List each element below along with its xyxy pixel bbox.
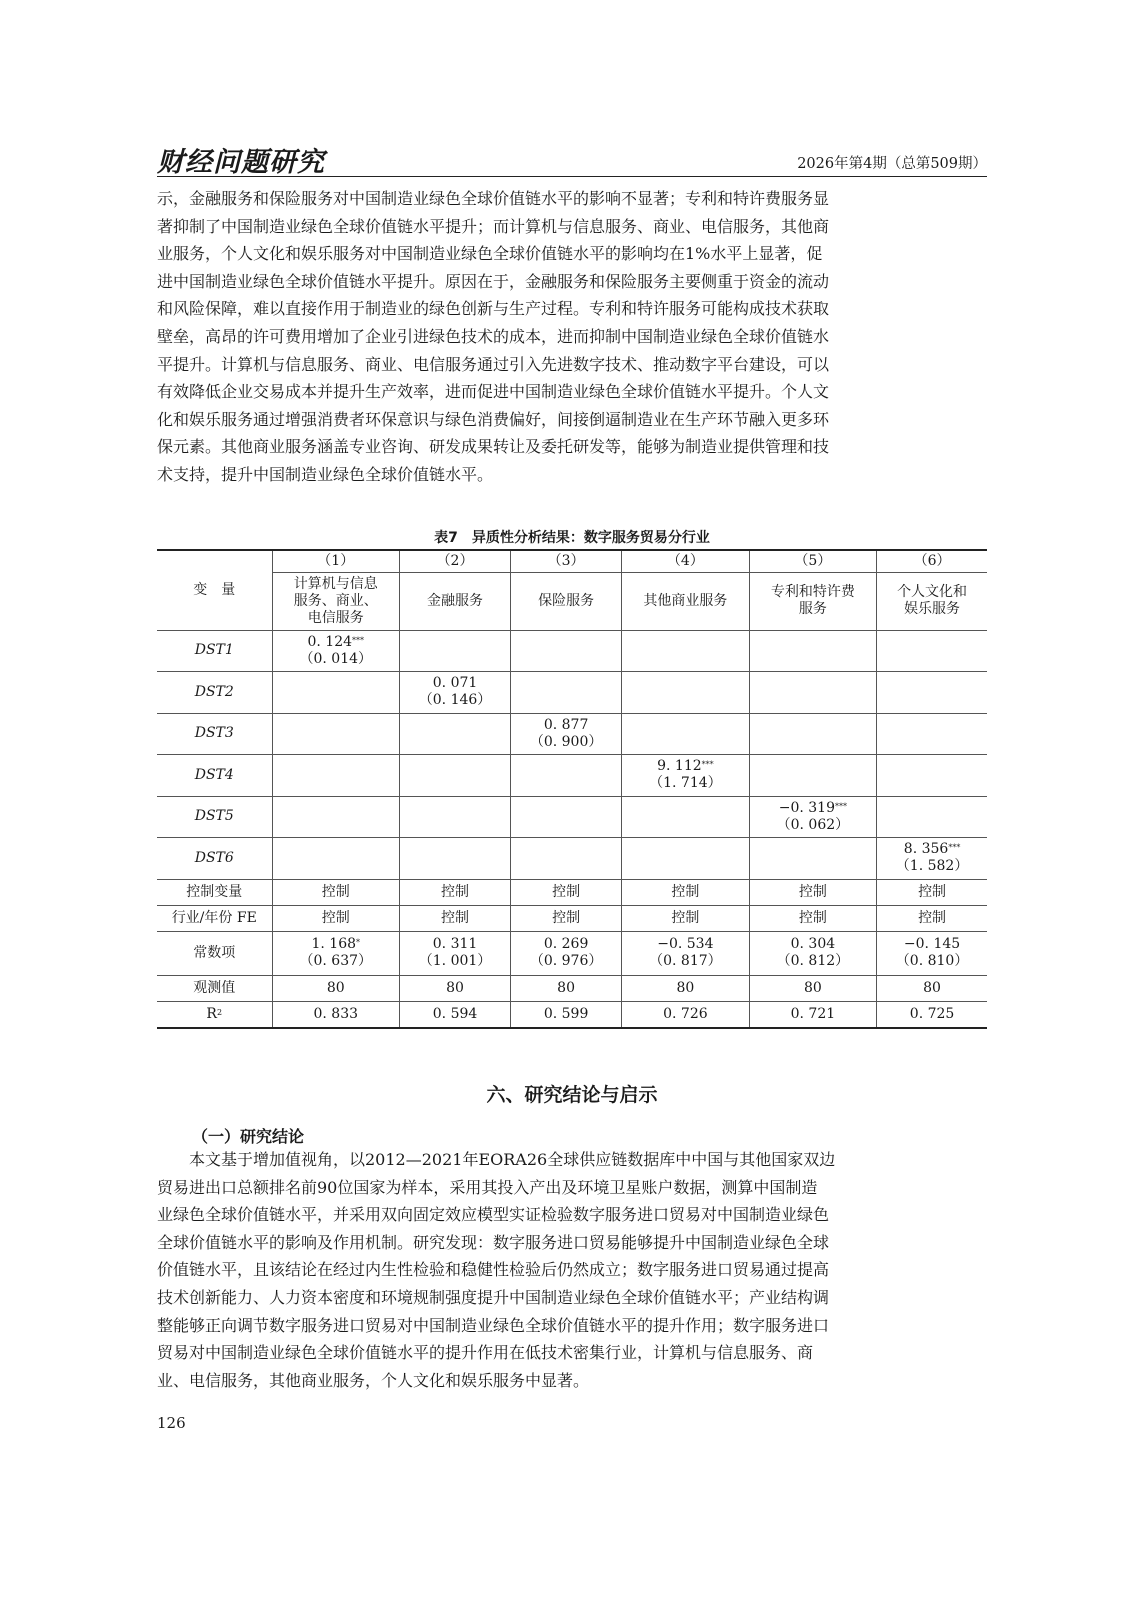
column-name bbox=[749, 572, 877, 630]
table-cell bbox=[622, 931, 750, 975]
text-line: 著抑制了中国制造业绿色全球价值链水平提升；而计算机与信息服务、商业、电信服务，其他商 bbox=[157, 216, 830, 236]
row-label: 观测值 bbox=[157, 975, 272, 1001]
table-cell bbox=[622, 672, 750, 714]
table-cell bbox=[400, 796, 511, 838]
row-variable: DST5 bbox=[157, 796, 272, 838]
coefficient bbox=[513, 936, 619, 953]
r-label-superscript: 2 bbox=[216, 1007, 223, 1017]
row-variable: DST1 bbox=[157, 630, 272, 672]
coefficient-value: 0. 311 bbox=[432, 936, 478, 952]
table-cell bbox=[877, 713, 987, 755]
column-name-line: 金融服务 bbox=[427, 592, 484, 609]
coefficient bbox=[275, 936, 398, 953]
table-cell bbox=[511, 796, 622, 838]
table-cell: 控制 bbox=[622, 905, 750, 931]
table-cell: 控制 bbox=[272, 905, 400, 931]
table-cell bbox=[272, 838, 400, 880]
standard-error: （1. 582） bbox=[895, 858, 969, 875]
coefficient bbox=[402, 675, 508, 692]
column-number: （4） bbox=[622, 550, 750, 572]
coefficient-value: −0. 145 bbox=[903, 936, 961, 952]
column-name bbox=[400, 572, 511, 630]
column-number: （2） bbox=[400, 550, 511, 572]
column-name-line: 专利和特许费 bbox=[770, 584, 855, 600]
text-line: 示，金融服务和保险服务对中国制造业绿色全球价值链水平的影响不显著；专利和特许费服务显 bbox=[157, 189, 830, 208]
table-cell bbox=[511, 630, 622, 672]
table-cell bbox=[622, 755, 750, 797]
table-cell bbox=[622, 630, 750, 672]
coefficient bbox=[879, 841, 985, 858]
standard-error: （1. 714） bbox=[649, 775, 722, 792]
table-cell: 控制 bbox=[877, 879, 987, 905]
table-cell bbox=[749, 713, 877, 755]
table-row-controls bbox=[157, 879, 987, 905]
coefficient-value: 0. 877 bbox=[543, 716, 589, 733]
table-cell: 控制 bbox=[511, 879, 622, 905]
coefficient-value: 0. 304 bbox=[790, 936, 836, 952]
row-variable: DST6 bbox=[157, 838, 272, 880]
coefficient bbox=[624, 936, 747, 953]
column-number: （3） bbox=[511, 550, 622, 572]
table-cell bbox=[877, 931, 987, 975]
section-heading: 六、研究结论与启示 bbox=[486, 1084, 658, 1106]
table-title: 表7 异质性分析结果：数字服务贸易分行业 bbox=[434, 530, 710, 546]
text-line: 和风险保障，难以直接作用于制造业的绿色创新与生产过程。专利和特许服务可能构成技术获取 bbox=[157, 299, 830, 319]
standard-error: （0. 810） bbox=[895, 953, 969, 969]
coefficient-value: 9. 112 bbox=[657, 758, 702, 775]
table-cell bbox=[272, 931, 400, 975]
standard-error: （0. 976） bbox=[529, 953, 603, 969]
table-header-row-names bbox=[157, 572, 987, 630]
significance-stars: *** bbox=[352, 635, 365, 645]
table-cell bbox=[400, 931, 511, 975]
page-header bbox=[157, 140, 987, 177]
standard-error: （0. 900） bbox=[529, 733, 603, 750]
table-row-dst2 bbox=[157, 672, 987, 714]
table-cell: 80 bbox=[877, 975, 987, 1001]
text-line: 本文基于增加值视角，以2012—2021年EORA26全球供应链数据库中中国与其他国家双边 bbox=[157, 1150, 836, 1169]
row-variable: DST4 bbox=[157, 755, 272, 797]
table-cell bbox=[877, 838, 987, 880]
results-table bbox=[157, 549, 987, 1029]
issue-info: 2026年第4期（总第509期） bbox=[797, 156, 987, 172]
coefficient bbox=[752, 800, 875, 817]
table-cell bbox=[272, 796, 400, 838]
column-number: （1） bbox=[272, 550, 400, 572]
table-row-dst5 bbox=[157, 796, 987, 838]
table-cell: 控制 bbox=[877, 905, 987, 931]
column-name bbox=[511, 572, 622, 630]
table-row-observations bbox=[157, 975, 987, 1001]
column-name bbox=[622, 572, 750, 630]
text-line: 保元素。其他商业服务涵盖专业咨询、研发成果转让及委托研发等，能够为制造业提供管理和技 bbox=[157, 437, 830, 457]
table-cell bbox=[272, 755, 400, 797]
variable-header: 变 量 bbox=[157, 550, 272, 630]
text-line: 全球价值链水平的影响及作用机制。研究发现：数字服务进口贸易能够提升中国制造业绿色全球 bbox=[157, 1232, 830, 1252]
table-cell: 0. 599 bbox=[511, 1001, 622, 1028]
intro-paragraph bbox=[157, 185, 987, 489]
table-cell bbox=[749, 931, 877, 975]
standard-error: （0. 146） bbox=[418, 692, 492, 709]
table-cell bbox=[877, 755, 987, 797]
table-cell bbox=[272, 713, 400, 755]
table-cell: 0. 833 bbox=[272, 1001, 400, 1028]
significance-stars: * bbox=[356, 938, 361, 947]
coefficient bbox=[275, 634, 398, 651]
coefficient bbox=[513, 717, 619, 734]
journal-logo: 财经问题研究 bbox=[157, 147, 325, 178]
coefficient bbox=[879, 936, 985, 953]
column-name-line: 计算机与信息 bbox=[293, 575, 378, 592]
text-line: 价值链水平，且该结论在经过内生性检验和稳健性检验后仍然成立；数字服务进口贸易通过提高 bbox=[157, 1260, 830, 1280]
table-cell bbox=[749, 796, 877, 838]
table-cell bbox=[877, 630, 987, 672]
table-cell bbox=[749, 755, 877, 797]
significance-stars: *** bbox=[948, 843, 961, 853]
conclusion-paragraph bbox=[157, 1146, 987, 1394]
coefficient-value: −0. 534 bbox=[657, 936, 714, 952]
standard-error: （0. 637） bbox=[299, 953, 373, 969]
table-cell bbox=[272, 630, 400, 672]
table-cell bbox=[511, 672, 622, 714]
table-cell: 控制 bbox=[749, 879, 877, 905]
coefficient bbox=[624, 758, 747, 775]
table-row-dst6 bbox=[157, 838, 987, 880]
column-name-line: 保险服务 bbox=[538, 592, 595, 609]
table-cell bbox=[622, 838, 750, 880]
table-row-r-squared bbox=[157, 1001, 987, 1028]
text-line: 化和娱乐服务通过增强消费者环保意识与绿色消费偏好，间接倒逼制造业在生产环节融入更多环 bbox=[157, 409, 830, 429]
table-cell bbox=[877, 796, 987, 838]
page-number: 126 bbox=[157, 1414, 186, 1432]
table-cell: 80 bbox=[272, 975, 400, 1001]
text-line: 业服务，个人文化和娱乐服务对中国制造业绿色全球价值链水平的影响均在1%水平上显著，促 bbox=[157, 244, 823, 264]
table-cell bbox=[749, 672, 877, 714]
table-cell: 80 bbox=[622, 975, 750, 1001]
table-cell: 0. 721 bbox=[749, 1001, 877, 1028]
text-line: 术支持，提升中国制造业绿色全球价值链水平。 bbox=[157, 464, 494, 484]
table-cell: 控制 bbox=[272, 879, 400, 905]
table-cell: 控制 bbox=[400, 905, 511, 931]
row-variable: DST2 bbox=[157, 672, 272, 714]
table-row-dst3 bbox=[157, 713, 987, 755]
coefficient bbox=[752, 936, 875, 953]
table-cell: 80 bbox=[400, 975, 511, 1001]
table-cell bbox=[511, 838, 622, 880]
text-line: 贸易进出口总额排名前90位国家为样本，采用其投入产出及环境卫星账户数据，测算中国制造 bbox=[157, 1177, 818, 1197]
row-label bbox=[157, 1001, 272, 1028]
text-line: 平提升。计算机与信息服务、商业、电信服务通过引入先进数字技术、推动数字平台建设，可以 bbox=[157, 354, 830, 374]
column-number: （6） bbox=[877, 550, 987, 572]
column-name-line: 个人文化和 bbox=[897, 584, 968, 600]
column-name bbox=[272, 572, 400, 630]
table-row-dst1 bbox=[157, 630, 987, 672]
standard-error: （0. 817） bbox=[649, 953, 722, 969]
table-cell: 80 bbox=[749, 975, 877, 1001]
table-cell bbox=[622, 796, 750, 838]
standard-error: （0. 062） bbox=[776, 816, 850, 833]
row-variable: DST3 bbox=[157, 713, 272, 755]
table-cell: 0. 726 bbox=[622, 1001, 750, 1028]
column-number: （5） bbox=[749, 550, 877, 572]
table-cell bbox=[749, 838, 877, 880]
table-row-dst4 bbox=[157, 755, 987, 797]
column-name bbox=[877, 572, 987, 630]
table-cell: 0. 725 bbox=[877, 1001, 987, 1028]
table-cell: 控制 bbox=[400, 879, 511, 905]
table-cell: 控制 bbox=[749, 905, 877, 931]
coefficient-value: 0. 269 bbox=[543, 936, 589, 952]
significance-stars: *** bbox=[835, 801, 847, 811]
table-cell bbox=[400, 630, 511, 672]
coefficient-value: −0. 319 bbox=[778, 799, 835, 816]
text-line: 进中国制造业绿色全球价值链水平提升。原因在于，金融服务和保险服务主要侧重于资金的流动 bbox=[157, 271, 830, 291]
column-name-line: 服务 bbox=[798, 601, 827, 617]
table-cell bbox=[400, 672, 511, 714]
table-cell bbox=[511, 931, 622, 975]
coefficient bbox=[402, 936, 508, 953]
column-name-line: 其他商业服务 bbox=[643, 592, 728, 609]
text-line: 贸易对中国制造业绿色全球价值链水平的提升作用在低技术密集行业，计算机与信息服务、商 bbox=[157, 1343, 814, 1363]
text-line: 整能够正向调节数字服务进口贸易对中国制造业绿色全球价值链水平的提升作用；数字服务进口 bbox=[157, 1315, 830, 1335]
table-cell: 控制 bbox=[511, 905, 622, 931]
row-label: 常数项 bbox=[157, 931, 272, 975]
table-cell: 0. 594 bbox=[400, 1001, 511, 1028]
table-cell: 控制 bbox=[622, 879, 750, 905]
standard-error: （0. 014） bbox=[299, 650, 373, 667]
coefficient-value: 0. 071 bbox=[432, 675, 478, 692]
table-cell bbox=[877, 672, 987, 714]
row-label: 控制变量 bbox=[157, 879, 272, 905]
text-line: 业、电信服务，其他商业服务，个人文化和娱乐服务中显著。 bbox=[157, 1370, 590, 1390]
text-line: 技术创新能力、人力资本密度和环境规制强度提升中国制造业绿色全球价值链水平；产业结构调 bbox=[157, 1287, 830, 1307]
table-cell bbox=[511, 755, 622, 797]
table-cell bbox=[400, 838, 511, 880]
table-cell bbox=[400, 755, 511, 797]
text-line: 业绿色全球价值链水平，并采用双向固定效应模型实证检验数字服务进口贸易对中国制造业绿色 bbox=[157, 1205, 830, 1225]
r-label: R bbox=[206, 1005, 217, 1022]
column-name-line: 娱乐服务 bbox=[904, 601, 961, 617]
text-line: 有效降低企业交易成本并提升生产效率，进而促进中国制造业绿色全球价值链水平提升。个人文 bbox=[157, 382, 830, 402]
column-name-line: 电信服务 bbox=[307, 609, 364, 626]
table-cell bbox=[400, 713, 511, 755]
table-cell: 80 bbox=[511, 975, 622, 1001]
table-cell bbox=[749, 630, 877, 672]
table-header-row-numbers bbox=[157, 550, 987, 572]
table-row-constant bbox=[157, 931, 987, 975]
coefficient-value: 0. 124 bbox=[307, 633, 353, 650]
table-cell bbox=[511, 713, 622, 755]
standard-error: （0. 812） bbox=[776, 953, 850, 969]
standard-error: （1. 001） bbox=[418, 953, 492, 969]
column-name-line: 服务、商业、 bbox=[293, 592, 378, 609]
text-line: 壁垒，高昂的许可费用增加了企业引进绿色技术的成本，进而抑制中国制造业绿色全球价值链水 bbox=[157, 326, 830, 346]
row-label: 行业/年份 FE bbox=[157, 905, 272, 931]
coefficient-value: 1. 168 bbox=[311, 936, 357, 952]
table-cell bbox=[622, 713, 750, 755]
coefficient-value: 8. 356 bbox=[903, 841, 949, 858]
table-row-fixed-effects bbox=[157, 905, 987, 931]
significance-stars: *** bbox=[701, 760, 714, 770]
table-cell bbox=[272, 672, 400, 714]
sub-heading: （一）研究结论 bbox=[192, 1127, 305, 1146]
